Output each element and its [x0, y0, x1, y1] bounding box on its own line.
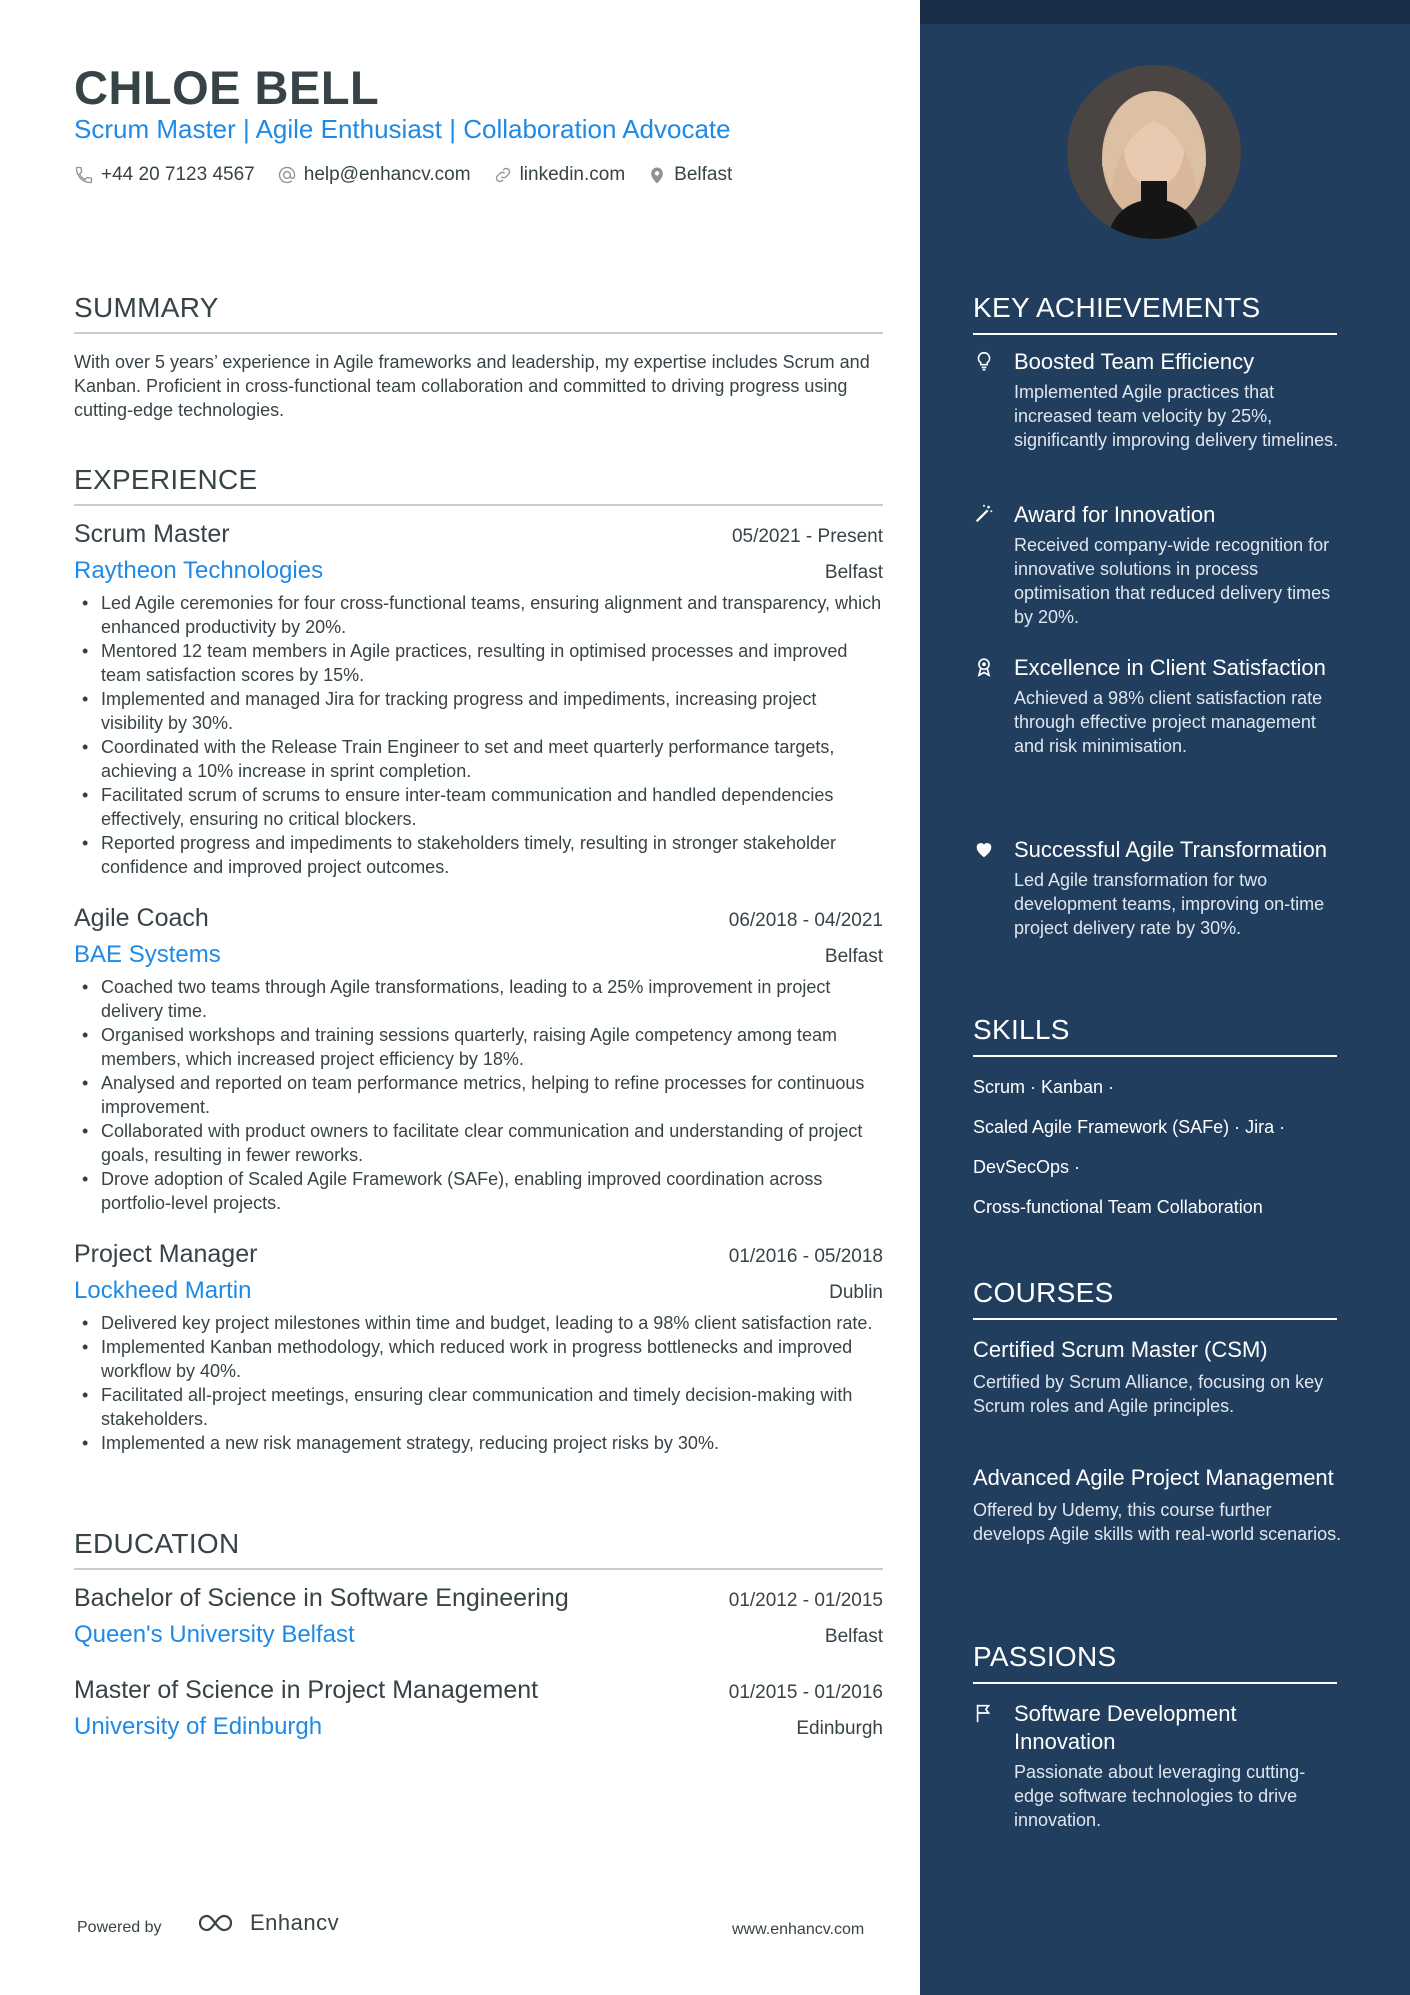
course-desc: Certified by Scrum Alliance, focusing on key Scrum roles and Agile principles.	[973, 1372, 1324, 1416]
award-ribbon-icon	[973, 656, 995, 678]
contact-location	[647, 164, 732, 186]
education-entry	[74, 1584, 883, 1649]
passion-title: Software Development Innovation	[1014, 1701, 1237, 1754]
school: University of Edinburgh	[74, 1713, 323, 1740]
job-location: Dublin	[829, 1282, 883, 1303]
achievement-title: Excellence in Client Satisfaction	[1014, 655, 1326, 680]
courses-heading: COURSES	[973, 1277, 1337, 1320]
edu-date: 01/2015 - 01/2016	[728, 1682, 883, 1703]
edu-location: Belfast	[824, 1626, 883, 1647]
job-bullet: • Implemented Kanban methodology, which reduced work in progress bottlenecks and improved workflow by 40%.	[74, 1335, 883, 1383]
magic-wand-icon	[973, 503, 995, 525]
heart-icon	[973, 838, 995, 860]
at-icon	[277, 165, 297, 185]
job-location: Belfast	[824, 562, 883, 583]
job-bullet: • Implemented and managed Jira for tracking progress and impediments, increasing project visibility by 30%.	[74, 687, 883, 735]
contact-phone[interactable]	[74, 164, 255, 186]
job-title: Project Manager	[74, 1240, 258, 1268]
school: Queen's University Belfast	[74, 1621, 355, 1648]
job-bullet: • Drove adoption of Scaled Agile Framework (SAFe), enabling improved coordination across portfolio-level projects.	[74, 1167, 883, 1215]
linkedin-text: linkedin.com	[519, 164, 626, 185]
job-company: Raytheon Technologies	[74, 557, 324, 584]
course-item	[973, 1464, 1343, 1546]
headline: Scrum Master | Agile Enthusiast | Collaboration Advocate	[74, 114, 731, 144]
job-entry	[74, 904, 883, 1215]
edu-location: Edinburgh	[796, 1718, 883, 1739]
job-company: Lockheed Martin	[74, 1277, 252, 1304]
job-bullet: • Coached two teams through Agile transformations, leading to a 25% improvement in project delivery time.	[74, 975, 883, 1023]
email-text: help@enhancv.com	[303, 164, 471, 185]
location-text: Belfast	[674, 164, 733, 185]
job-title: Scrum Master	[74, 520, 230, 548]
flag-icon	[973, 1702, 995, 1724]
job-bullets	[74, 1311, 883, 1455]
experience-heading: EXPERIENCE	[74, 464, 883, 506]
lightbulb-icon	[973, 350, 995, 372]
skill-line: Cross-functional Team Collaboration	[973, 1197, 1263, 1217]
achievement-item	[973, 654, 1343, 758]
degree: Bachelor of Science in Software Engineering	[74, 1584, 569, 1612]
phone-text: +44 20 7123 4567	[101, 164, 255, 185]
achievement-title: Award for Innovation	[1014, 502, 1216, 527]
job-bullet: • Organised workshops and training sessions quarterly, raising Agile competency among team members, which increased project efficiency by 18%.	[74, 1023, 883, 1071]
job-bullets	[74, 591, 883, 879]
education-entry	[74, 1676, 883, 1741]
infinity-logo-icon	[196, 1911, 242, 1935]
contact-bar	[74, 164, 754, 186]
candidate-name: CHLOE BELL	[74, 61, 380, 114]
job-entry	[74, 520, 883, 879]
job-date: 01/2016 - 05/2018	[728, 1246, 883, 1267]
contact-linkedin[interactable]	[493, 164, 626, 186]
achievement-desc: Received company-wide recognition for innovative solutions in process optimisation that reduced delivery times by 20%.	[1014, 535, 1331, 627]
job-date: 05/2021 - Present	[731, 526, 883, 547]
contact-email[interactable]	[277, 164, 471, 186]
location-pin-icon	[647, 165, 667, 185]
link-icon	[493, 165, 513, 185]
skills-heading: SKILLS	[973, 1014, 1337, 1057]
achievement-title: Successful Agile Transformation	[1014, 837, 1328, 862]
sidebar-top-band	[920, 0, 1410, 24]
job-bullet: • Implemented a new risk management strategy, reducing project risks by 30%.	[74, 1431, 883, 1455]
job-entry	[74, 1240, 883, 1455]
job-location: Belfast	[824, 946, 883, 967]
job-bullet: • Mentored 12 team members in Agile practices, resulting in optimised processes and improved team satisfaction scores by 15%.	[74, 639, 883, 687]
achievement-desc: Implemented Agile practices that increased team velocity by 25%, significantly improving delivery timelines.	[1014, 382, 1339, 450]
achievement-item	[973, 836, 1343, 940]
achievement-title: Boosted Team Efficiency	[1014, 349, 1255, 374]
course-title: Advanced Agile Project Management	[973, 1465, 1334, 1490]
job-bullet: • Facilitated all-project meetings, ensuring clear communication and timely decision-making with stakeholders.	[74, 1383, 883, 1431]
degree: Master of Science in Project Management	[74, 1676, 539, 1704]
phone-icon	[74, 165, 94, 185]
edu-date: 01/2012 - 01/2015	[728, 1590, 883, 1611]
summary-text: With over 5 years’ experience in Agile frameworks and leadership, my expertise includes Scrum and Kanban. Proficient in cross-functional team collaboration and committed to driving progress using cutting-edge technologies.	[74, 352, 870, 420]
achievements-heading: KEY ACHIEVEMENTS	[973, 292, 1337, 335]
job-bullet: • Delivered key project milestones within time and budget, leading to a 98% client satisfaction rate.	[74, 1311, 883, 1335]
passion-desc: Passionate about leveraging cutting-edge software technologies to drive innovation.	[1014, 1762, 1306, 1830]
job-bullet: • Collaborated with product owners to facilitate clear communication and understanding of project goals, resulting in fewer reworks.	[74, 1119, 883, 1167]
job-bullet: • Reported progress and impediments to stakeholders timely, resulting in stronger stakeholder confidence and improved project outcomes.	[74, 831, 883, 879]
achievement-item	[973, 348, 1343, 452]
passions-heading: PASSIONS	[973, 1641, 1337, 1684]
achievement-item	[973, 501, 1343, 629]
enhancv-logo[interactable]	[196, 1910, 339, 1936]
job-company: BAE Systems	[74, 941, 221, 968]
job-bullet: • Coordinated with the Release Train Engineer to set and meet quarterly performance targets, achieving a 10% increase in sprint completion.	[74, 735, 883, 783]
skill-line: DevSecOps ·	[973, 1157, 1081, 1177]
brand-name: Enhancv	[250, 1910, 340, 1935]
avatar	[1067, 65, 1241, 239]
footer-url[interactable]: www.enhancv.com	[732, 1921, 865, 1938]
passion-item	[973, 1700, 1343, 1832]
job-date: 06/2018 - 04/2021	[728, 910, 883, 931]
job-bullet: • Analysed and reported on team performance metrics, helping to refine processes for continuous improvement.	[74, 1071, 883, 1119]
education-heading: EDUCATION	[74, 1528, 883, 1570]
summary-heading: SUMMARY	[74, 292, 883, 334]
sidebar	[920, 0, 1410, 1995]
powered-by-label: Powered by	[77, 1919, 162, 1936]
course-item	[973, 1336, 1343, 1418]
job-bullet: • Led Agile ceremonies for four cross-functional teams, ensuring alignment and transparency, which enhanced productivity by 20%.	[74, 591, 883, 639]
course-desc: Offered by Udemy, this course further develops Agile skills with real-world scenarios.	[973, 1500, 1342, 1544]
achievement-desc: Led Agile transformation for two development teams, improving on-time project delivery rate by 30%.	[1014, 870, 1325, 938]
job-bullets	[74, 975, 883, 1215]
achievement-desc: Achieved a 98% client satisfaction rate through effective project management and risk minimisation.	[1014, 688, 1323, 756]
course-title: Certified Scrum Master (CSM)	[973, 1337, 1268, 1362]
job-title: Agile Coach	[74, 904, 209, 932]
skill-line: Scaled Agile Framework (SAFe) · Jira ·	[973, 1117, 1286, 1137]
job-bullet: • Facilitated scrum of scrums to ensure inter-team communication and handled dependencies effectively, ensuring no critical blockers.	[74, 783, 883, 831]
skill-line: Scrum · Kanban ·	[973, 1077, 1115, 1097]
